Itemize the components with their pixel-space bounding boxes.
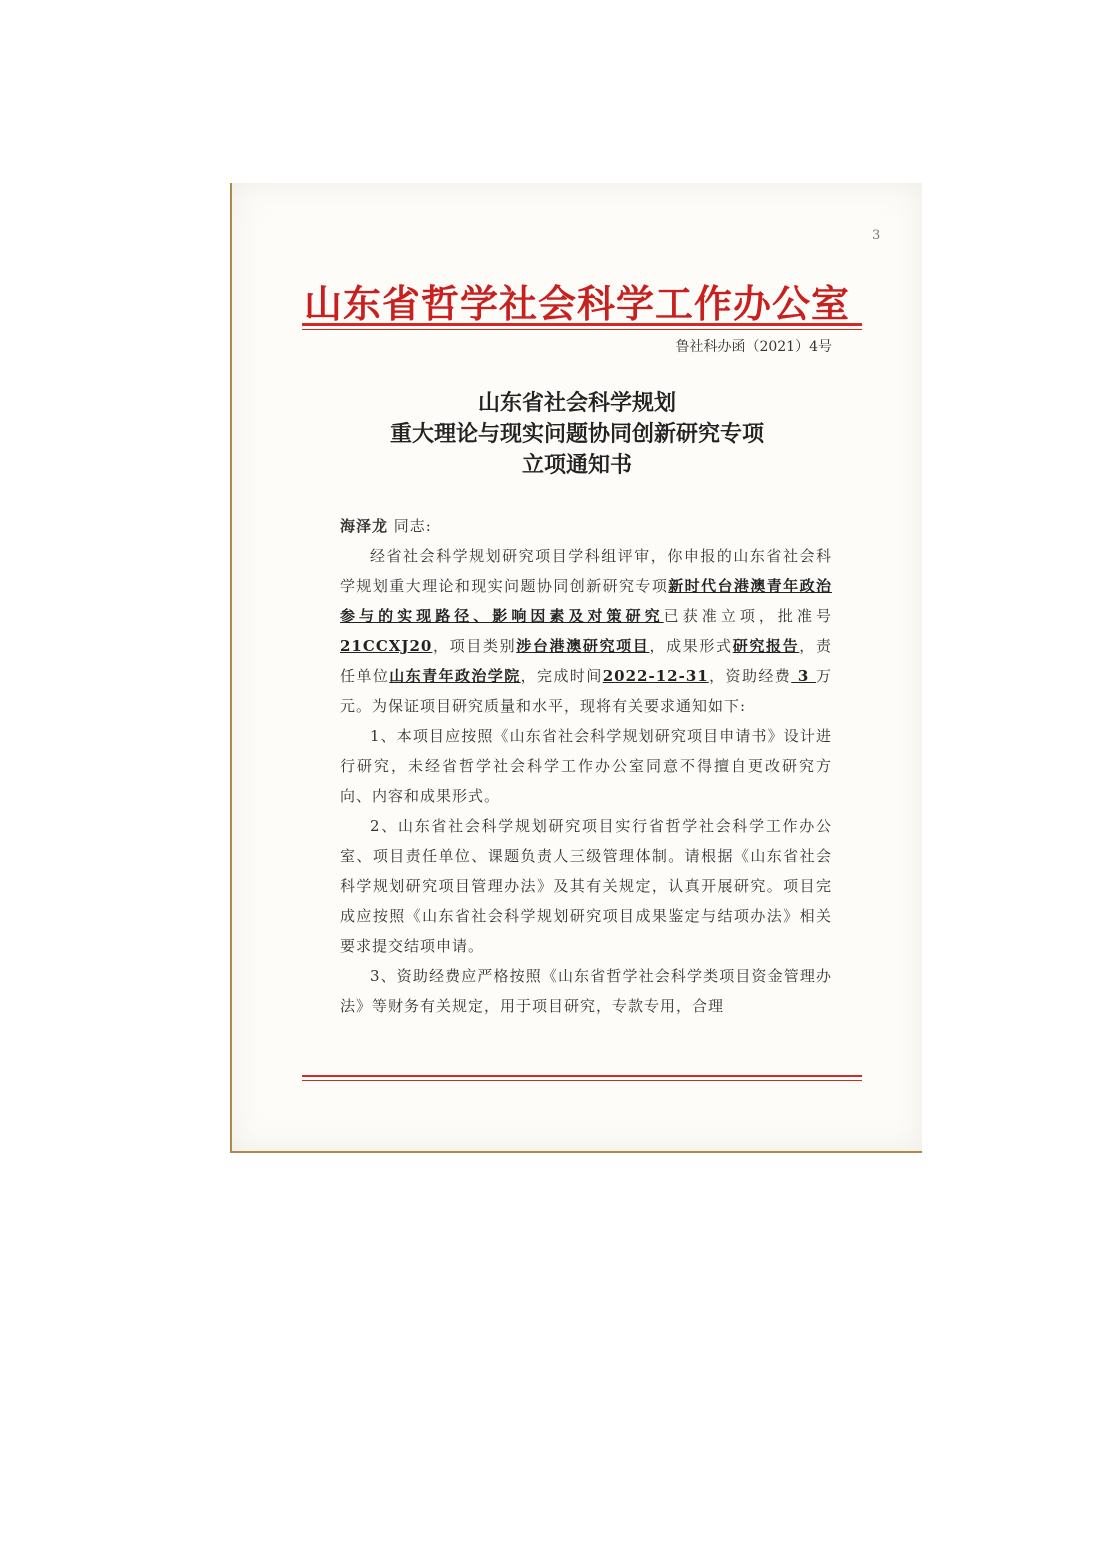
- title-line-2: 重大理论与现实问题协同创新研究专项: [389, 421, 764, 447]
- salutation: [340, 511, 832, 541]
- document-title: [232, 388, 922, 481]
- project-category: 涉台港澳研究项目: [516, 637, 650, 655]
- funding-amount: 3: [791, 667, 816, 685]
- document-number: 鲁社科办函（2021）4号: [675, 339, 832, 355]
- text-deadline: ，完成时间: [520, 667, 603, 685]
- text-approved: 已获准立项，批准号: [663, 607, 832, 625]
- approval-paragraph: [340, 541, 832, 721]
- addressee-name: 海泽龙: [340, 517, 389, 535]
- approval-number: 21CCXJ20: [340, 637, 433, 655]
- text-funding: ，资助经费: [708, 667, 792, 685]
- requirement-3: 3、资助经费应严格按照《山东省哲学社会科学类项目资金管理办法》等财务有关规定，用于项目研究，专款专用，合理: [340, 967, 832, 1015]
- requirement-1: 1、本项目应按照《山东省社会科学规划研究项目申请书》设计进行研究，未经省哲学社会科学工作办公室同意不得擅自更改研究方向、内容和成果形式。: [340, 727, 832, 805]
- project-name: 新时代台港澳青年政治参与的实现路径、影响因素及对策研究: [340, 577, 832, 625]
- header-rule: [302, 323, 862, 330]
- text-unit: ，责任单位: [340, 637, 832, 685]
- text-category: ，项目类别: [432, 637, 517, 655]
- requirement-2: 2、山东省社会科学规划研究项目实行省哲学社会科学工作办公室、项目责任单位、课题负责人三级管理体制。请根据《山东省社会科学规划研究项目管理办法》及其有关规定，认真开展研究。项目完成应按照《山东省社会科学规划研究项目成果鉴定与结项办法》相关要求提交结项申请。: [340, 817, 832, 955]
- title-line-1: 山东省社会科学规划: [477, 390, 676, 416]
- letter-body: [340, 511, 832, 1021]
- text-end: 万元。为保证项目研究质量和水平，现将有关要求通知如下:: [340, 667, 832, 715]
- office-title: 山东省哲学社会科学工作办公室: [303, 281, 850, 326]
- title-line-3: 立项通知书: [521, 452, 632, 478]
- result-form: 研究报告: [732, 637, 800, 655]
- page-number: 3: [872, 228, 881, 243]
- salutation-suffix: 同志:: [388, 517, 432, 535]
- scanned-document: [230, 183, 922, 1153]
- responsible-unit: 山东青年政治学院: [389, 667, 521, 685]
- footer-rule: [302, 1075, 862, 1081]
- text-intro: 经省社会科学规划研究项目学科组评审，你申报的山东省社会科学规划重大理论和现实问题协同创新研究专项: [340, 547, 832, 595]
- text-form: ，成果形式: [649, 637, 733, 655]
- deadline: 2022-12-31: [602, 667, 709, 685]
